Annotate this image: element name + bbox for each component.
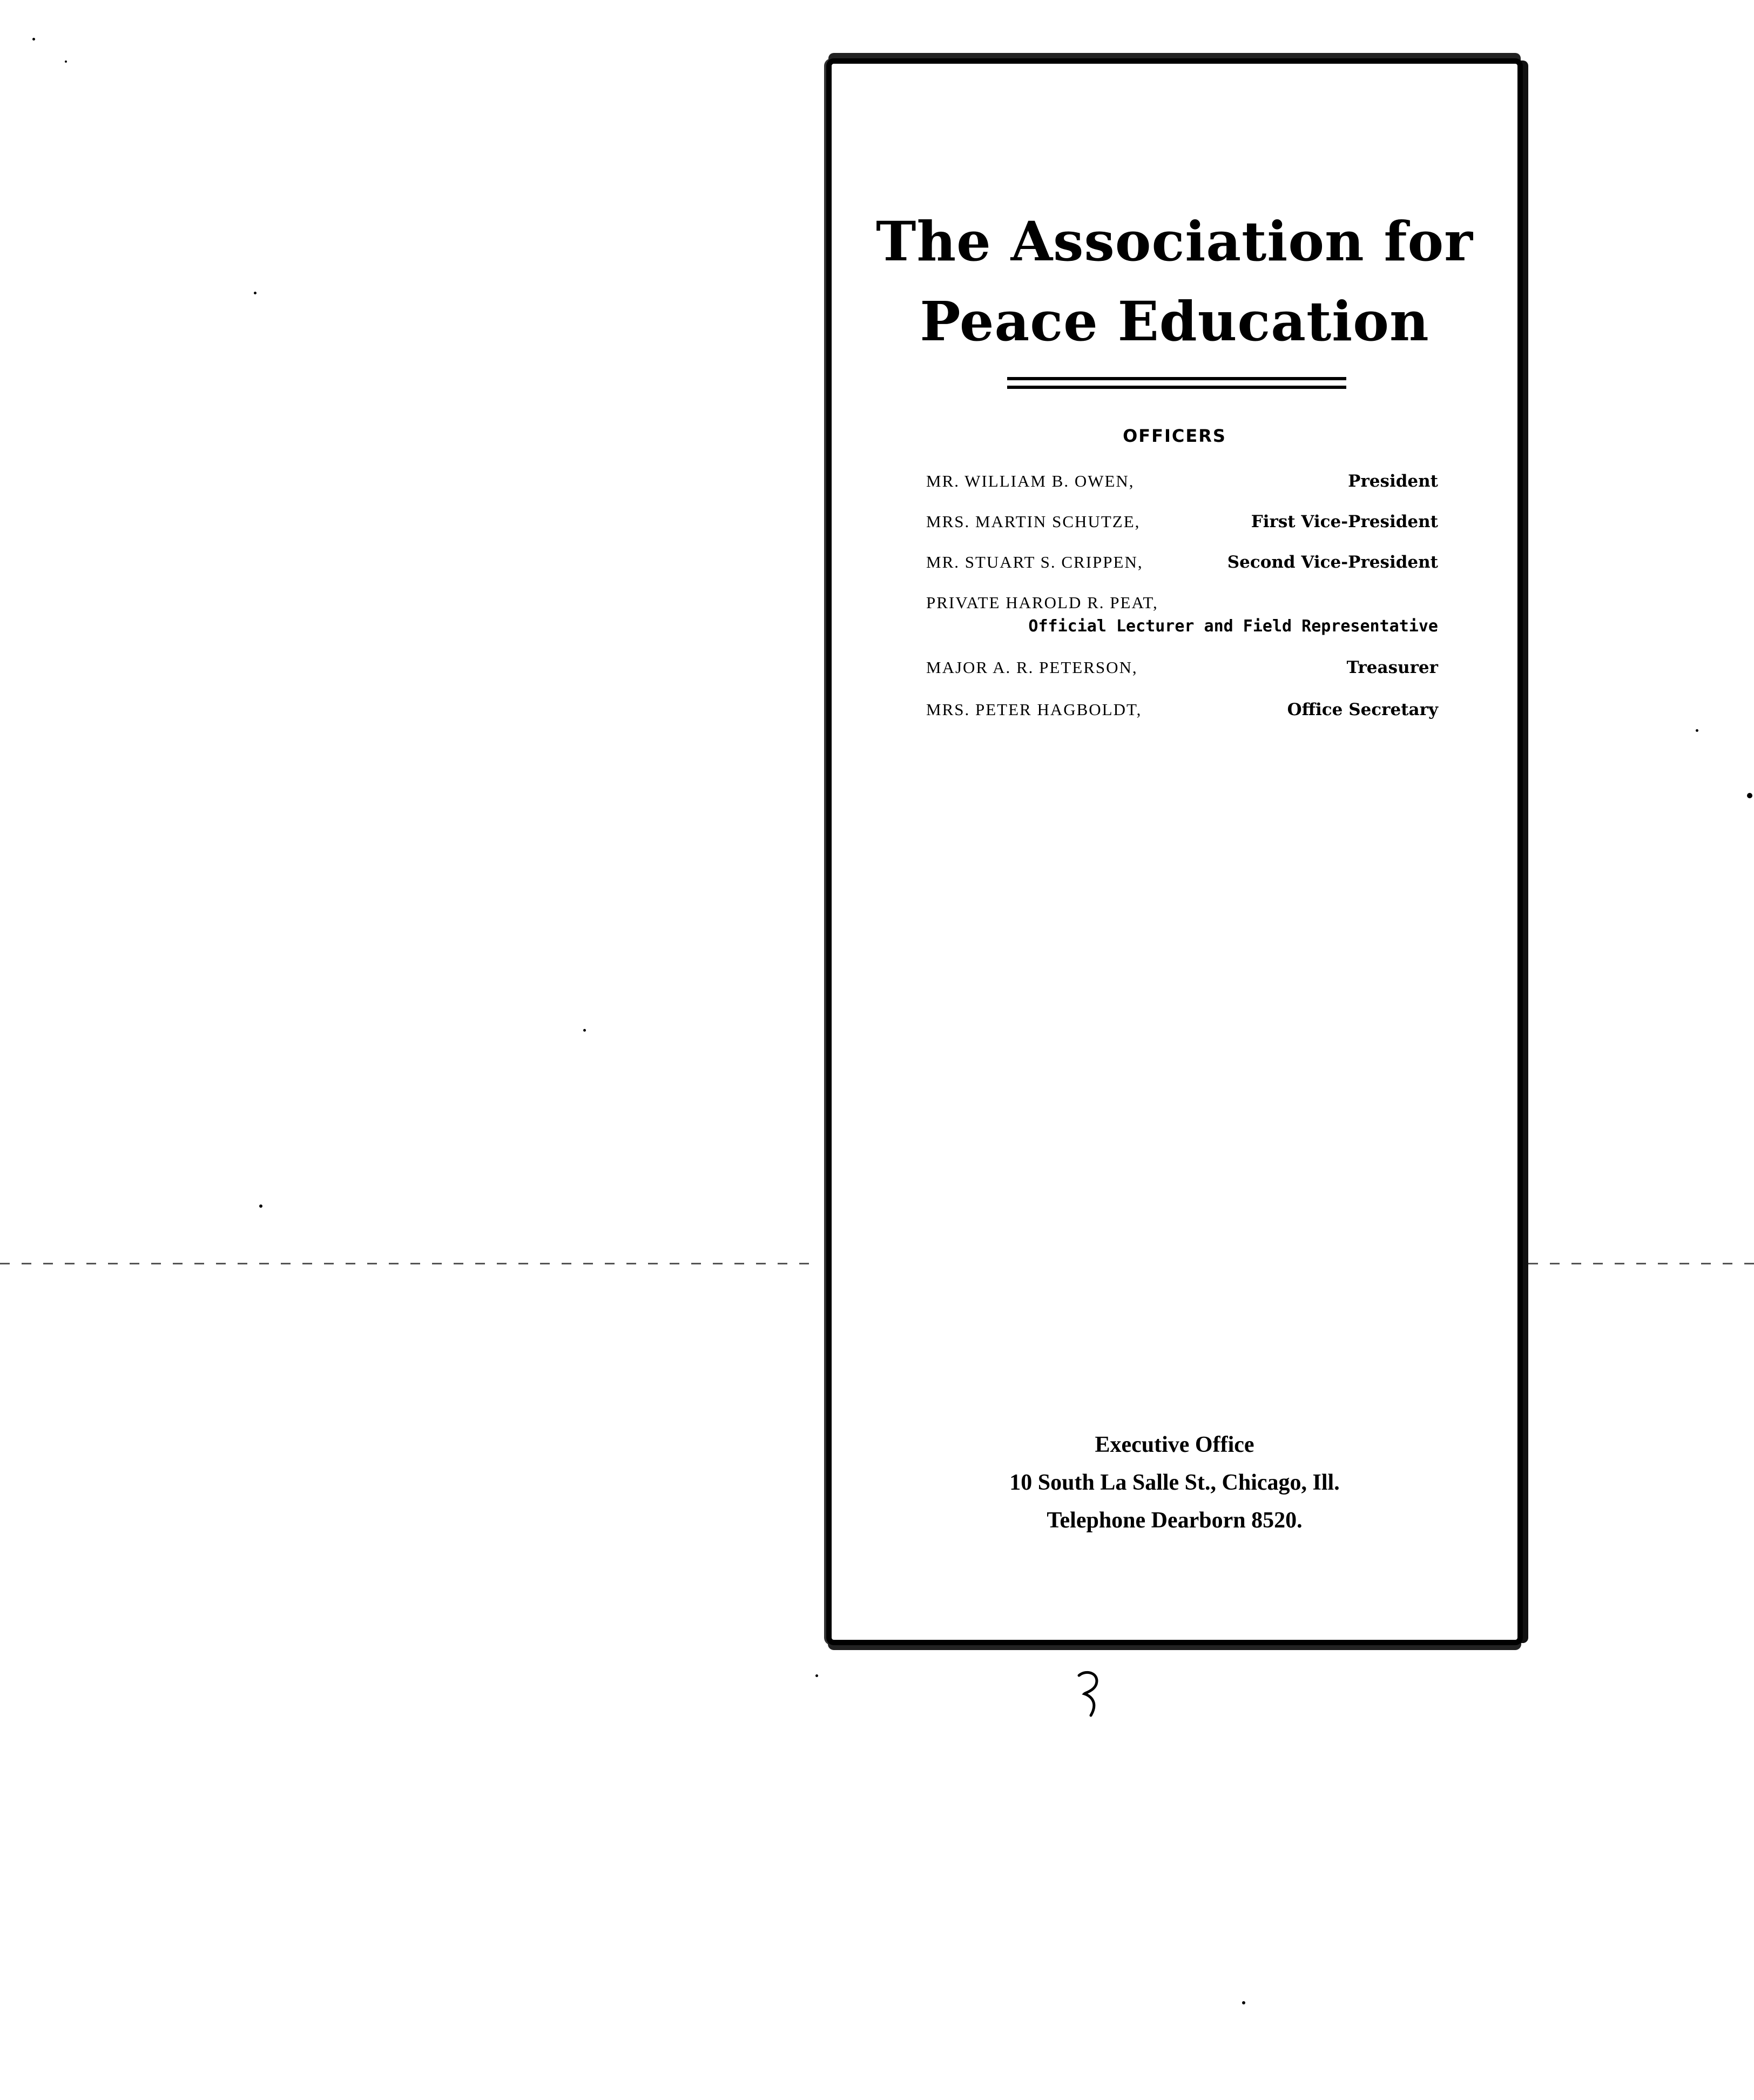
- officer-name: PRIVATE HAROLD R. PEAT,: [926, 593, 1158, 612]
- officer-name: MRS. MARTIN SCHUTZE,: [926, 512, 1141, 531]
- title-rule-lower: [1007, 386, 1346, 389]
- handwritten-mark-icon: [1075, 1669, 1107, 1718]
- scan-speck: [259, 1204, 262, 1208]
- scan-speck: [254, 292, 257, 294]
- officer-role: Office Secretary: [1287, 700, 1438, 719]
- address-street: 10 South La Salle St., Chicago, Ill.: [1009, 1470, 1340, 1495]
- officer-role: Treasurer: [1346, 658, 1438, 677]
- officer-role: Official Lecturer and Field Representative: [1028, 617, 1438, 636]
- officer-role: Second Vice-President: [1227, 553, 1438, 572]
- scan-speck: [32, 38, 35, 41]
- scan-speck: [1696, 729, 1698, 732]
- officer-role: President: [1348, 472, 1438, 491]
- title-line-1: The Association for: [876, 210, 1473, 273]
- address-heading: Executive Office: [1095, 1432, 1254, 1457]
- fold-line-right: [1528, 1263, 1754, 1264]
- scan-speck: [815, 1674, 818, 1677]
- association-title: [832, 201, 1517, 361]
- scan-speck: [65, 60, 67, 63]
- pamphlet-leaf: [826, 58, 1523, 1645]
- officer-name: MRS. PETER HAGBOLDT,: [926, 700, 1142, 719]
- scan-speck: [1242, 2001, 1245, 2004]
- scan-speck: [1747, 793, 1752, 798]
- title-line-2: Peace Education: [920, 290, 1429, 353]
- officer-name: MAJOR A. R. PETERSON,: [926, 658, 1138, 677]
- officer-name: MR. WILLIAM B. OWEN,: [926, 472, 1135, 490]
- fold-line-left: [0, 1263, 821, 1264]
- officer-role: First Vice-President: [1251, 512, 1438, 531]
- officer-name: MR. STUART S. CRIPPEN,: [926, 553, 1143, 571]
- title-rule-upper: [1007, 377, 1346, 380]
- officers-heading: OFFICERS: [1123, 426, 1226, 446]
- address-telephone: Telephone Dearborn 8520.: [1047, 1508, 1303, 1533]
- scan-speck: [583, 1029, 586, 1032]
- executive-office-address: [832, 1426, 1517, 1539]
